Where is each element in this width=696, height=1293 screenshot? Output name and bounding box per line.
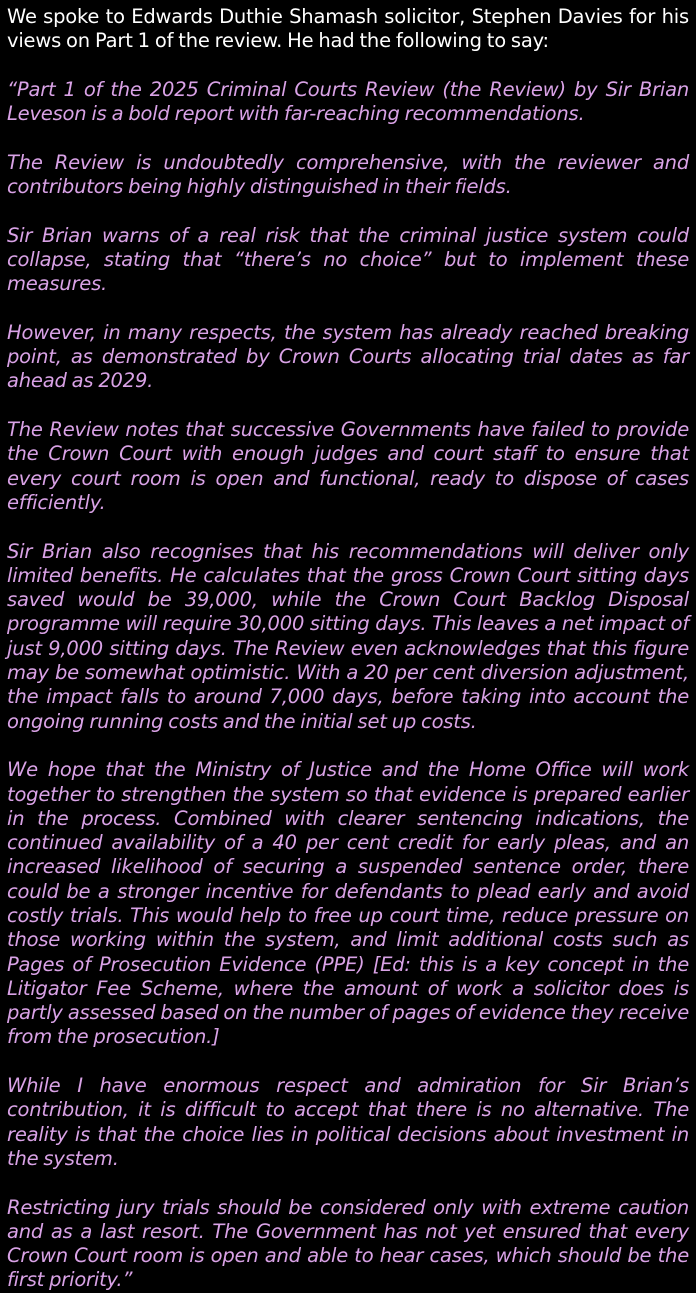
quote-paragraph-1: “Part 1 of the 2025 Criminal Courts Review (the Review) by Sir Brian Leveson is a bold report with far-reaching recommendations.	[7, 77, 689, 126]
quote-paragraph-6: Sir Brian also recognises that his recommendations will deliver only limited benefits. He calculates that the gross Crown Court sitting days saved would be 39,000, while the Crown Court Backlog Disposal programme will require 30,000 sitting days. This leaves a net impact of just 9,000 sitting days. The Review even acknowledges that this figure may be somewhat optimistic. With a 20 per cent diversion adjustment, the impact falls to around 7,000 days, before taking into account the ongoing running costs and the initial set up costs.	[7, 539, 689, 733]
intro-paragraph: We spoke to Edwards Duthie Shamash solicitor, Stephen Davies for his views on Part 1 of the review. He had the following to say:	[7, 5, 689, 53]
quote-paragraph-9: Restricting jury trials should be considered only with extreme caution and as a last resort. The Government has not yet ensured that every Crown Court room is open and able to hear cases, which should be the first priority.”	[7, 1195, 689, 1292]
quote-paragraph-2: The Review is undoubtedly comprehensive, with the reviewer and contributors being highly distinguished in their fields.	[7, 150, 689, 199]
quote-paragraph-4: However, in many respects, the system has already reached breaking point, as demonstrated by Crown Courts allocating trial dates as far ahead as 2029.	[7, 320, 689, 393]
quote-paragraph-3: Sir Brian warns of a real risk that the criminal justice system could collapse, stating that “there’s no choice” but to implement these measures.	[7, 223, 689, 296]
quote-paragraph-8: While I have enormous respect and admiration for Sir Brian’s contribution, it is difficult to accept that there is no alternative. The reality is that the choice lies in political decisions about investment in the system.	[7, 1074, 689, 1170]
quote-paragraph-7: We hope that the Ministry of Justice and the Home Office will work together to strengthen the system so that evidence is prepared earlier in the process. Combined with clearer sentencing indications, the continued availability of a 40 per cent credit for early pleas, and an increased likelihood of securing a suspended sentence order, there could be a stronger incentive for defendants to plead early and avoid costly trials. This would help to free up court time, reduce pressure on those working within the system, and limit additional costs such as Pages of Prosecution Evidence (PPE) [Ed: this is a key concept in the Litigator Fee Scheme, where the amount of work a solicitor does is partly assessed based on the number of pages of evidence they receive from the prosecution.]	[7, 758, 689, 1049]
quote-paragraph-5: The Review notes that successive Governments have failed to provide the Crown Court with enough judges and court staff to ensure that every court room is open and functional, ready to dispose of cases efficiently.	[7, 418, 689, 514]
